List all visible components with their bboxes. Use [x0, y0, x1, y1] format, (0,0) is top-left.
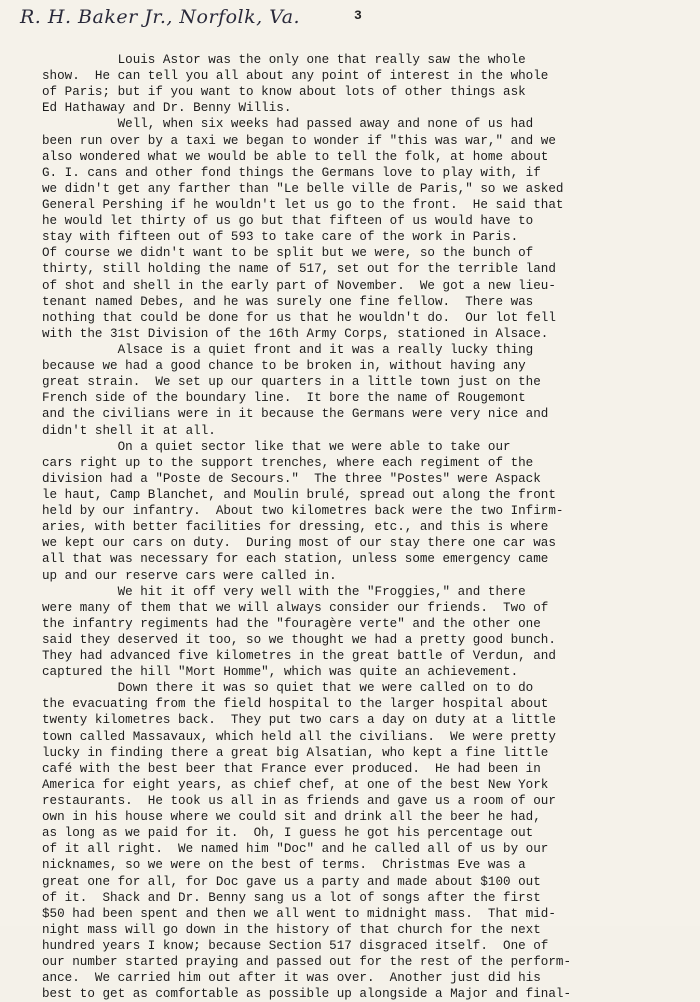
typed-body-text [42, 52, 682, 1002]
text-line: $50 had been spent and then we all went to midnight mass. That mid- [42, 906, 556, 921]
text-line: twenty kilometres back. They put two cars a day on duty at a little [42, 713, 556, 728]
text-line: also wondered what we would be able to tell the folk, at home about [42, 149, 549, 164]
text-line: he would let thirty of us go but that fifteen of us would have to [42, 214, 534, 229]
text-line: with the 31st Division of the 16th Army Corps, stationed in Alsace. [42, 326, 549, 341]
text-line: of shot and shell in the early part of November. We got a new lieu- [42, 278, 556, 293]
page-number: 3 [354, 8, 362, 23]
text-line: Well, when six weeks had passed away and none of us had [42, 117, 534, 132]
text-line: On a quiet sector like that we were able to take our [42, 439, 511, 454]
text-line: of it all right. We named him "Doc" and he called all of us by our [42, 842, 549, 857]
text-line: great one for all, for Doc gave us a party and made about $100 out [42, 874, 541, 889]
text-line: the evacuating from the field hospital to the larger hospital about [42, 697, 549, 712]
handwritten-author-note: R. H. Baker Jr., Norfolk, Va. [20, 6, 301, 28]
text-line: of Paris; but if you want to know about lots of other things ask [42, 85, 526, 100]
page-header [20, 2, 680, 36]
text-line: hundred years I know; because Section 517 disgraced itself. One of [42, 939, 549, 954]
text-line: held by our infantry. About two kilometres back were the two Infirm- [42, 504, 564, 519]
text-line: best to get as comfortable as possible up alongside a Major and final- [42, 987, 572, 1002]
text-line: been run over by a taxi we began to wonder if "this was war," and we [42, 133, 556, 148]
text-line: said they deserved it too, so we thought we had a pretty good bunch. [42, 632, 556, 647]
text-line: le haut, Camp Blanchet, and Moulin brulé, spread out along the front [42, 487, 556, 502]
text-line: night mass will go down in the history of that church for the next [42, 922, 541, 937]
text-line: of it. Shack and Dr. Benny sang us a lot of songs after the first [42, 890, 541, 905]
text-line: thirty, still holding the name of 517, set out for the terrible land [42, 262, 556, 277]
text-line: and the civilians were in it because the Germans were very nice and [42, 407, 549, 422]
text-line: nothing that could be done for us that he wouldn't do. Our lot fell [42, 310, 556, 325]
text-line: ance. We carried him out after it was over. Another just did his [42, 971, 541, 986]
text-line: America for eight years, as chief chef, at one of the best New York [42, 777, 549, 792]
text-line: G. I. cans and other fond things the Germans love to play with, if [42, 165, 541, 180]
text-line: They had advanced five kilometres in the great battle of Verdun, and [42, 649, 556, 664]
text-line: tenant named Debes, and he was surely one fine fellow. There was [42, 294, 534, 309]
text-line: own in his house where we could sit and drink all the beer he had, [42, 810, 541, 825]
text-line: stay with fifteen out of 593 to take care of the work in Paris. [42, 230, 519, 245]
text-line: captured the hill "Mort Homme", which was quite an achievement. [42, 665, 519, 680]
text-line: show. He can tell you all about any point of interest in the whole [42, 69, 549, 84]
text-line: we didn't get any farther than "Le belle ville de Paris," so we asked [42, 181, 564, 196]
text-line: as long as we paid for it. Oh, I guess he got his percentage out [42, 826, 534, 841]
text-line: didn't shell it at all. [42, 423, 216, 438]
text-line: great strain. We set up our quarters in a little town just on the [42, 375, 541, 390]
text-line: restaurants. He took us all in as friends and gave us a room of our [42, 794, 556, 809]
text-line: aries, with better facilities for dressing, etc., and this is where [42, 520, 549, 535]
text-line: Of course we didn't want to be split but we were, so the bunch of [42, 246, 534, 261]
text-line: Down there it was so quiet that we were called on to do [42, 681, 534, 696]
text-line: Alsace is a quiet front and it was a really lucky thing [42, 342, 534, 357]
text-line: Ed Hathaway and Dr. Benny Willis. [42, 101, 292, 116]
text-line: we kept our cars on duty. During most of our stay there one car was [42, 536, 556, 551]
text-line: French side of the boundary line. It bore the name of Rougemont [42, 391, 526, 406]
text-line: café with the best beer that France ever produced. He had been in [42, 761, 541, 776]
text-line: were many of them that we will always consider our friends. Two of [42, 600, 549, 615]
text-line: nicknames, so we were on the best of terms. Christmas Eve was a [42, 858, 526, 873]
text-line: all that was necessary for each station, unless some emergency came [42, 552, 549, 567]
text-line: General Pershing if he wouldn't let us go to the front. He said that [42, 197, 564, 212]
text-line: cars right up to the support trenches, where each regiment of the [42, 455, 534, 470]
text-line: because we had a good chance to be broken in, without having any [42, 359, 526, 374]
text-line: lucky in finding there a great big Alsatian, who kept a fine little [42, 745, 549, 760]
text-line: up and our reserve cars were called in. [42, 568, 337, 583]
text-line: the infantry regiments had the "fouragère verte" and the other one [42, 616, 541, 631]
text-line: our number started praying and passed out for the rest of the perform- [42, 955, 572, 970]
text-line: division had a "Poste de Secours." The three "Postes" were Aspack [42, 471, 541, 486]
text-line: town called Massavaux, which held all the civilians. We were pretty [42, 729, 556, 744]
text-line: Louis Astor was the only one that really saw the whole [42, 53, 526, 67]
text-line: We hit it off very well with the "Froggies," and there [42, 584, 526, 599]
